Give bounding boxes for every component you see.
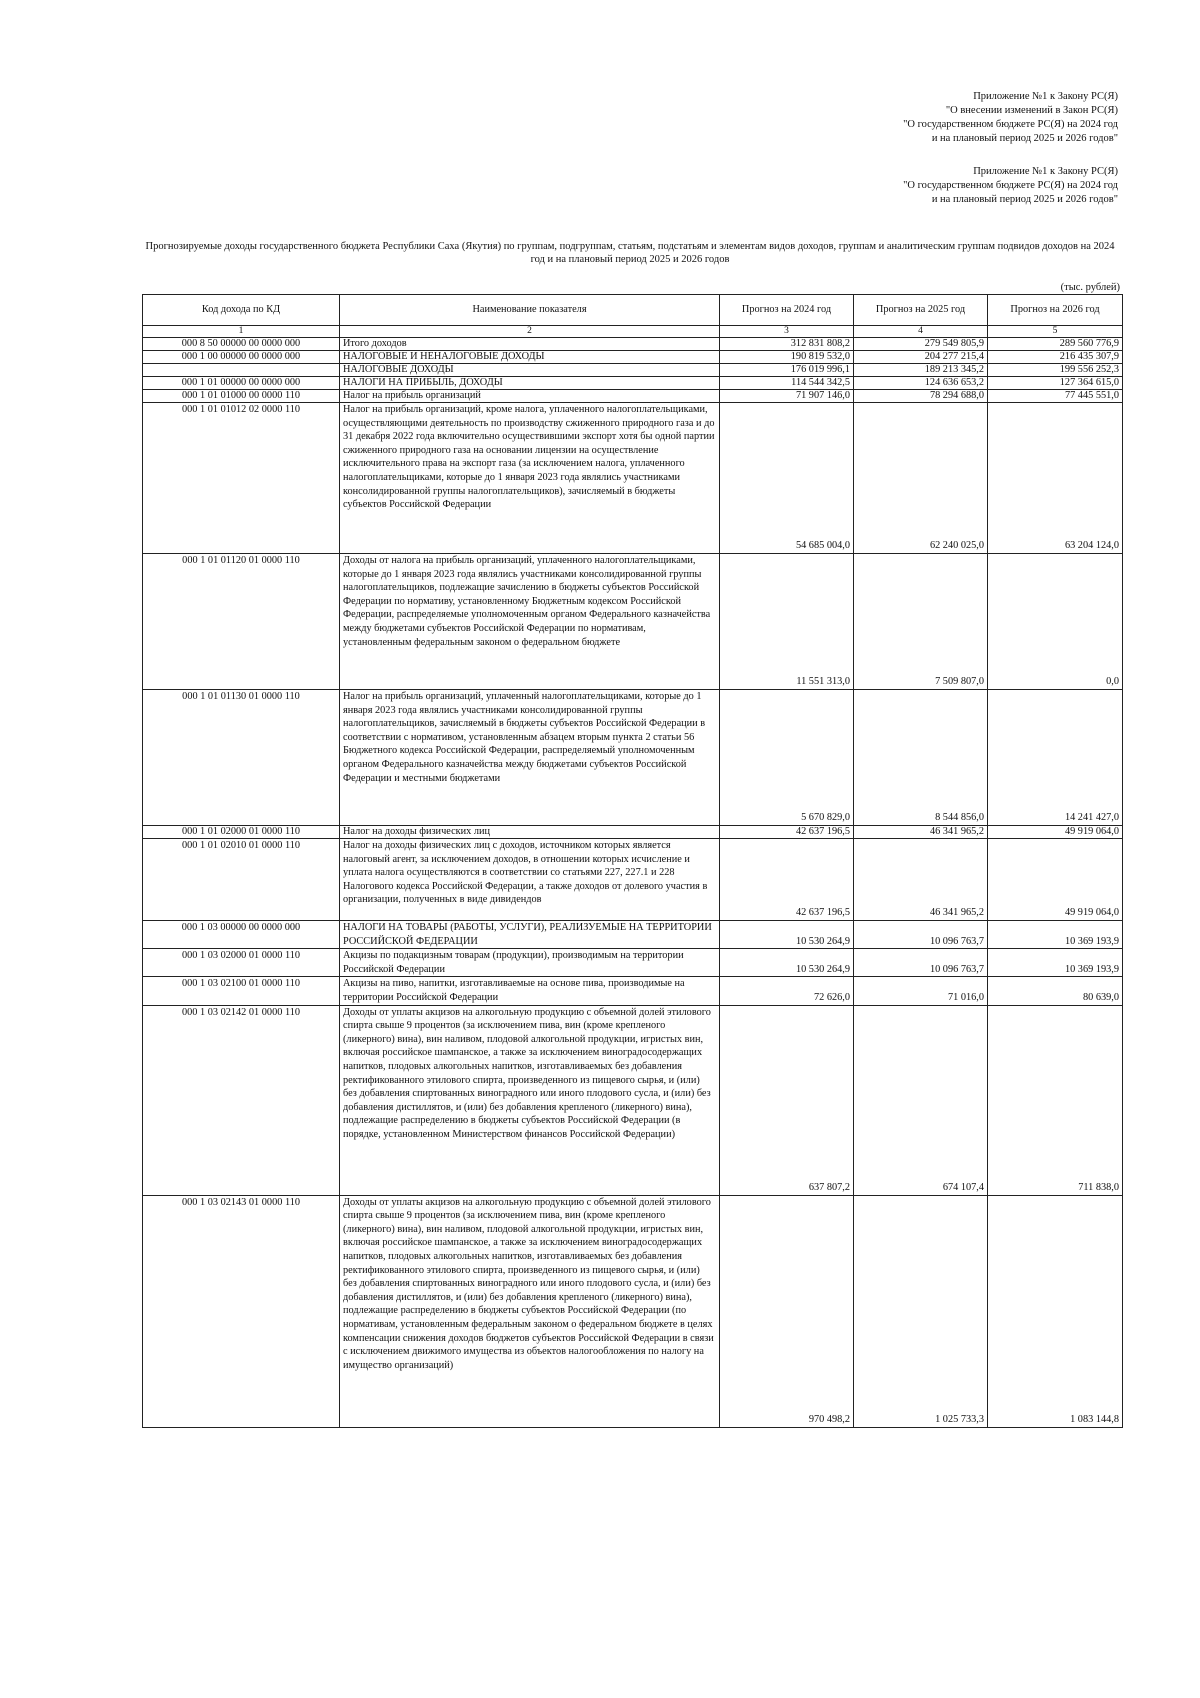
row-name: НАЛОГИ НА ПРИБЫЛЬ, ДОХОДЫ: [340, 377, 720, 390]
row-code: 000 1 01 00000 00 0000 000: [143, 377, 340, 390]
row-value-2026: 216 435 307,9: [988, 351, 1123, 364]
row-name: НАЛОГИ НА ТОВАРЫ (РАБОТЫ, УСЛУГИ), РЕАЛИЗУЕМЫЕ НА ТЕРРИТОРИИ РОССИЙСКОЙ ФЕДЕРАЦИИ: [340, 921, 720, 949]
table-row: [143, 403, 1123, 554]
row-value-2026: 1 083 144,8: [988, 1195, 1123, 1427]
table-row: [143, 690, 1123, 826]
table-row: [143, 364, 1123, 377]
header-name: Наименование показателя: [340, 295, 720, 326]
table-row: [143, 949, 1123, 977]
column-number: 5: [988, 326, 1123, 338]
row-value-2025: 46 341 965,2: [854, 826, 988, 839]
header-2024: Прогноз на 2024 год: [720, 295, 854, 326]
table-header-row: [143, 295, 1123, 326]
row-value-2025: 71 016,0: [854, 977, 988, 1005]
row-name: Доходы от уплаты акцизов на алкогольную продукцию с объемной долей этилового спирта свыше 9 процентов (за исключением пива, вин (кроме крепленого (ликерного) вина), вин наливом, плодовой алкогольной продукции, игристых вин, включая российское шампанское, а также за исключением виноградосодержащих напитков, плодовых алкогольных напитков, изготавливаемых без добавления ректификованного этилового спирта, произведенного из пищевого сырья, и (или) без добавления спиртованных виноградного или иного плодового сусла, и (или) без добавления дистиллятов, и (или) без добавления крепленого (ликерного) вина), подлежащие распределению в бюджеты субъектов Российской Федерации (в порядке, установленном Министерством финансов Российской Федерации): [340, 1005, 720, 1195]
row-value-2024: 970 498,2: [720, 1195, 854, 1427]
row-name: Налог на доходы физических лиц с доходов, источником которых является налоговый агент, за исключением доходов, в отношении которых исчисление и уплата налога осуществляются в соответствии со статьями 227, 227.1 и 228 Налогового кодекса Российской Федерации, а также доходов от долевого участия в организации, полученных в виде дивидендов: [340, 839, 720, 921]
table-row: [143, 351, 1123, 364]
row-value-2024: 11 551 313,0: [720, 554, 854, 690]
row-value-2024: 42 637 196,5: [720, 839, 854, 921]
row-value-2026: 0,0: [988, 554, 1123, 690]
row-value-2026: 10 369 193,9: [988, 921, 1123, 949]
row-value-2026: 711 838,0: [988, 1005, 1123, 1195]
row-value-2024: 72 626,0: [720, 977, 854, 1005]
row-code: 000 1 01 01012 02 0000 110: [143, 403, 340, 554]
row-code: 000 1 01 02000 01 0000 110: [143, 826, 340, 839]
row-value-2024: 10 530 264,9: [720, 949, 854, 977]
row-value-2024: 190 819 532,0: [720, 351, 854, 364]
row-value-2026: 49 919 064,0: [988, 839, 1123, 921]
row-name: Налог на доходы физических лиц: [340, 826, 720, 839]
row-name: Налог на прибыль организаций: [340, 390, 720, 403]
row-name: Акцизы на пиво, напитки, изготавливаемые на основе пива, производимые на территории Российской Федерации: [340, 977, 720, 1005]
row-code: 000 1 03 02143 01 0000 110: [143, 1195, 340, 1427]
row-value-2025: 189 213 345,2: [854, 364, 988, 377]
row-name: Доходы от налога на прибыль организаций, уплаченного налогоплательщиками, которые до 1 января 2023 года являлись участниками консолидированной группы налогоплательщиков, подлежащие зачислению в бюджеты субъектов Российской Федерации по нормативу, установленному Бюджетным кодексом Российской Федерации, распределяемые уполномоченным органом Федерального казначейства между бюджетами субъектов Российской Федерации по нормативам, установленным федеральным законом о федеральном бюджете: [340, 554, 720, 690]
row-value-2026: 49 919 064,0: [988, 826, 1123, 839]
row-code: 000 1 03 02142 01 0000 110: [143, 1005, 340, 1195]
row-name: Итого доходов: [340, 338, 720, 351]
row-name: Налог на прибыль организаций, уплаченный налогоплательщиками, которые до 1 января 2023 года являлись участниками консолидированной группы налогоплательщиков, зачисляемый в бюджеты субъектов Российской Федерации в соответствии с нормативом, установленным абзацем вторым пункта 2 статьи 56 Бюджетного кодекса Российской Федерации, распределяемый уполномоченным органом Федерального казначейства между бюджетами субъектов Российской Федерации и местными бюджетами: [340, 690, 720, 826]
row-code: 000 8 50 00000 00 0000 000: [143, 338, 340, 351]
row-value-2024: 637 807,2: [720, 1005, 854, 1195]
revenue-table: [142, 294, 1123, 1428]
row-value-2025: 204 277 215,4: [854, 351, 988, 364]
row-value-2024: 5 670 829,0: [720, 690, 854, 826]
row-value-2025: 124 636 653,2: [854, 377, 988, 390]
table-row: [143, 977, 1123, 1005]
row-value-2026: 63 204 124,0: [988, 403, 1123, 554]
header-line: и на плановый период 2025 и 2026 годов": [931, 194, 1118, 205]
row-value-2024: 312 831 808,2: [720, 338, 854, 351]
table-row: [143, 377, 1123, 390]
table-row: [143, 390, 1123, 403]
row-code: 000 1 01 01120 01 0000 110: [143, 554, 340, 690]
header-line: "О государственном бюджете РС(Я) на 2024 год: [903, 180, 1118, 191]
row-code: 000 1 03 00000 00 0000 000: [143, 921, 340, 949]
row-value-2025: 7 509 807,0: [854, 554, 988, 690]
table-row: [143, 338, 1123, 351]
row-name: НАЛОГОВЫЕ И НЕНАЛОГОВЫЕ ДОХОДЫ: [340, 351, 720, 364]
row-value-2024: 54 685 004,0: [720, 403, 854, 554]
table-row: [143, 921, 1123, 949]
row-value-2025: 8 544 856,0: [854, 690, 988, 826]
row-value-2025: 1 025 733,3: [854, 1195, 988, 1427]
row-value-2025: 674 107,4: [854, 1005, 988, 1195]
column-number: 4: [854, 326, 988, 338]
appendix-header-original: [903, 165, 1118, 207]
table-row: [143, 554, 1123, 690]
row-code: 000 1 03 02000 01 0000 110: [143, 949, 340, 977]
row-code: 000 1 01 01130 01 0000 110: [143, 690, 340, 826]
row-value-2025: 279 549 805,9: [854, 338, 988, 351]
row-value-2024: 176 019 996,1: [720, 364, 854, 377]
row-value-2026: 127 364 615,0: [988, 377, 1123, 390]
row-value-2025: 62 240 025,0: [854, 403, 988, 554]
row-value-2026: 77 445 551,0: [988, 390, 1123, 403]
header-code: Код дохода по КД: [143, 295, 340, 326]
row-value-2026: 199 556 252,3: [988, 364, 1123, 377]
appendix-header-current: [903, 90, 1118, 146]
column-number: 3: [720, 326, 854, 338]
row-value-2025: 46 341 965,2: [854, 839, 988, 921]
header-2025: Прогноз на 2025 год: [854, 295, 988, 326]
row-value-2025: 78 294 688,0: [854, 390, 988, 403]
table-row: [143, 839, 1123, 921]
row-value-2025: 10 096 763,7: [854, 949, 988, 977]
row-value-2024: 114 544 342,5: [720, 377, 854, 390]
header-line: "О государственном бюджете РС(Я) на 2024 год: [903, 119, 1118, 130]
row-value-2026: 14 241 427,0: [988, 690, 1123, 826]
row-code: 000 1 03 02100 01 0000 110: [143, 977, 340, 1005]
row-value-2024: 71 907 146,0: [720, 390, 854, 403]
column-number: 1: [143, 326, 340, 338]
row-value-2024: 42 637 196,5: [720, 826, 854, 839]
row-value-2024: 10 530 264,9: [720, 921, 854, 949]
document-title: Прогнозируемые доходы государственного бюджета Республики Саха (Якутия) по группам, подгруппам, статьям, подстатьям и элементам видов доходов, группам и аналитическим группам подвидов доходов на 2024 год и на плановый период 2025 и 2026 годов: [145, 241, 1115, 265]
row-value-2026: 10 369 193,9: [988, 949, 1123, 977]
row-code: 000 1 01 01000 00 0000 110: [143, 390, 340, 403]
row-value-2026: 80 639,0: [988, 977, 1123, 1005]
row-code: [143, 364, 340, 377]
row-name: Доходы от уплаты акцизов на алкогольную продукцию с объемной долей этилового спирта свыше 9 процентов (за исключением пива, вин (кроме крепленого (ликерного) вина), вин наливом, плодовой алкогольной продукции, игристых вин, включая российское шампанское, а также за исключением виноградосодержащих напитков, плодовых алкогольных напитков, изготавливаемых без добавления ректификованного этилового спирта, произведенного из пищевого сырья, и (или) без добавления спиртованных виноградного или иного плодового сусла, и (или) без добавления дистиллятов, и (или) без добавления крепленого (ликерного) вина), подлежащие распределению в бюджеты субъектов Российской Федерации (по нормативам, установленным федеральным законом о федеральном бюджете в целях компенсации снижения доходов бюджетов субъектов Российской Федерации в связи с исключением движимого имущества из объектов налогообложения по налогу на имущество организаций): [340, 1195, 720, 1427]
table-row: [143, 1005, 1123, 1195]
header-2026: Прогноз на 2026 год: [988, 295, 1123, 326]
header-line: "О внесении изменений в Закон РС(Я): [945, 105, 1118, 116]
table-row: [143, 826, 1123, 839]
header-line: Приложение №1 к Закону РС(Я): [973, 166, 1118, 177]
units-label: (тыс. рублей): [1060, 282, 1120, 293]
row-value-2026: 289 560 776,9: [988, 338, 1123, 351]
column-number-row: [143, 326, 1123, 338]
header-line: Приложение №1 к Закону РС(Я): [973, 91, 1118, 102]
table-body: [143, 338, 1123, 1428]
table-row: [143, 1195, 1123, 1427]
row-value-2025: 10 096 763,7: [854, 921, 988, 949]
row-code: 000 1 01 02010 01 0000 110: [143, 839, 340, 921]
row-name: Налог на прибыль организаций, кроме налога, уплаченного налогоплательщиками, осуществляющими деятельность по производству сжиженного природного газа и до 31 декабря 2022 года включительно осуществившими экспорт хотя бы одной партии сжиженного природного газа на основании лицензии на осуществление исключительного права на экспорт газа (за исключением налога, уплаченного налогоплательщиками, которые до 1 января 2023 года являлись участниками консолидированной группы налогоплательщиков), зачисляемый в бюджеты субъектов Российской Федерации: [340, 403, 720, 554]
row-name: Акцизы по подакцизным товарам (продукции), производимым на территории Российской Федерации: [340, 949, 720, 977]
row-code: 000 1 00 00000 00 0000 000: [143, 351, 340, 364]
header-line: и на плановый период 2025 и 2026 годов": [931, 133, 1118, 144]
row-name: НАЛОГОВЫЕ ДОХОДЫ: [340, 364, 720, 377]
column-number: 2: [340, 326, 720, 338]
